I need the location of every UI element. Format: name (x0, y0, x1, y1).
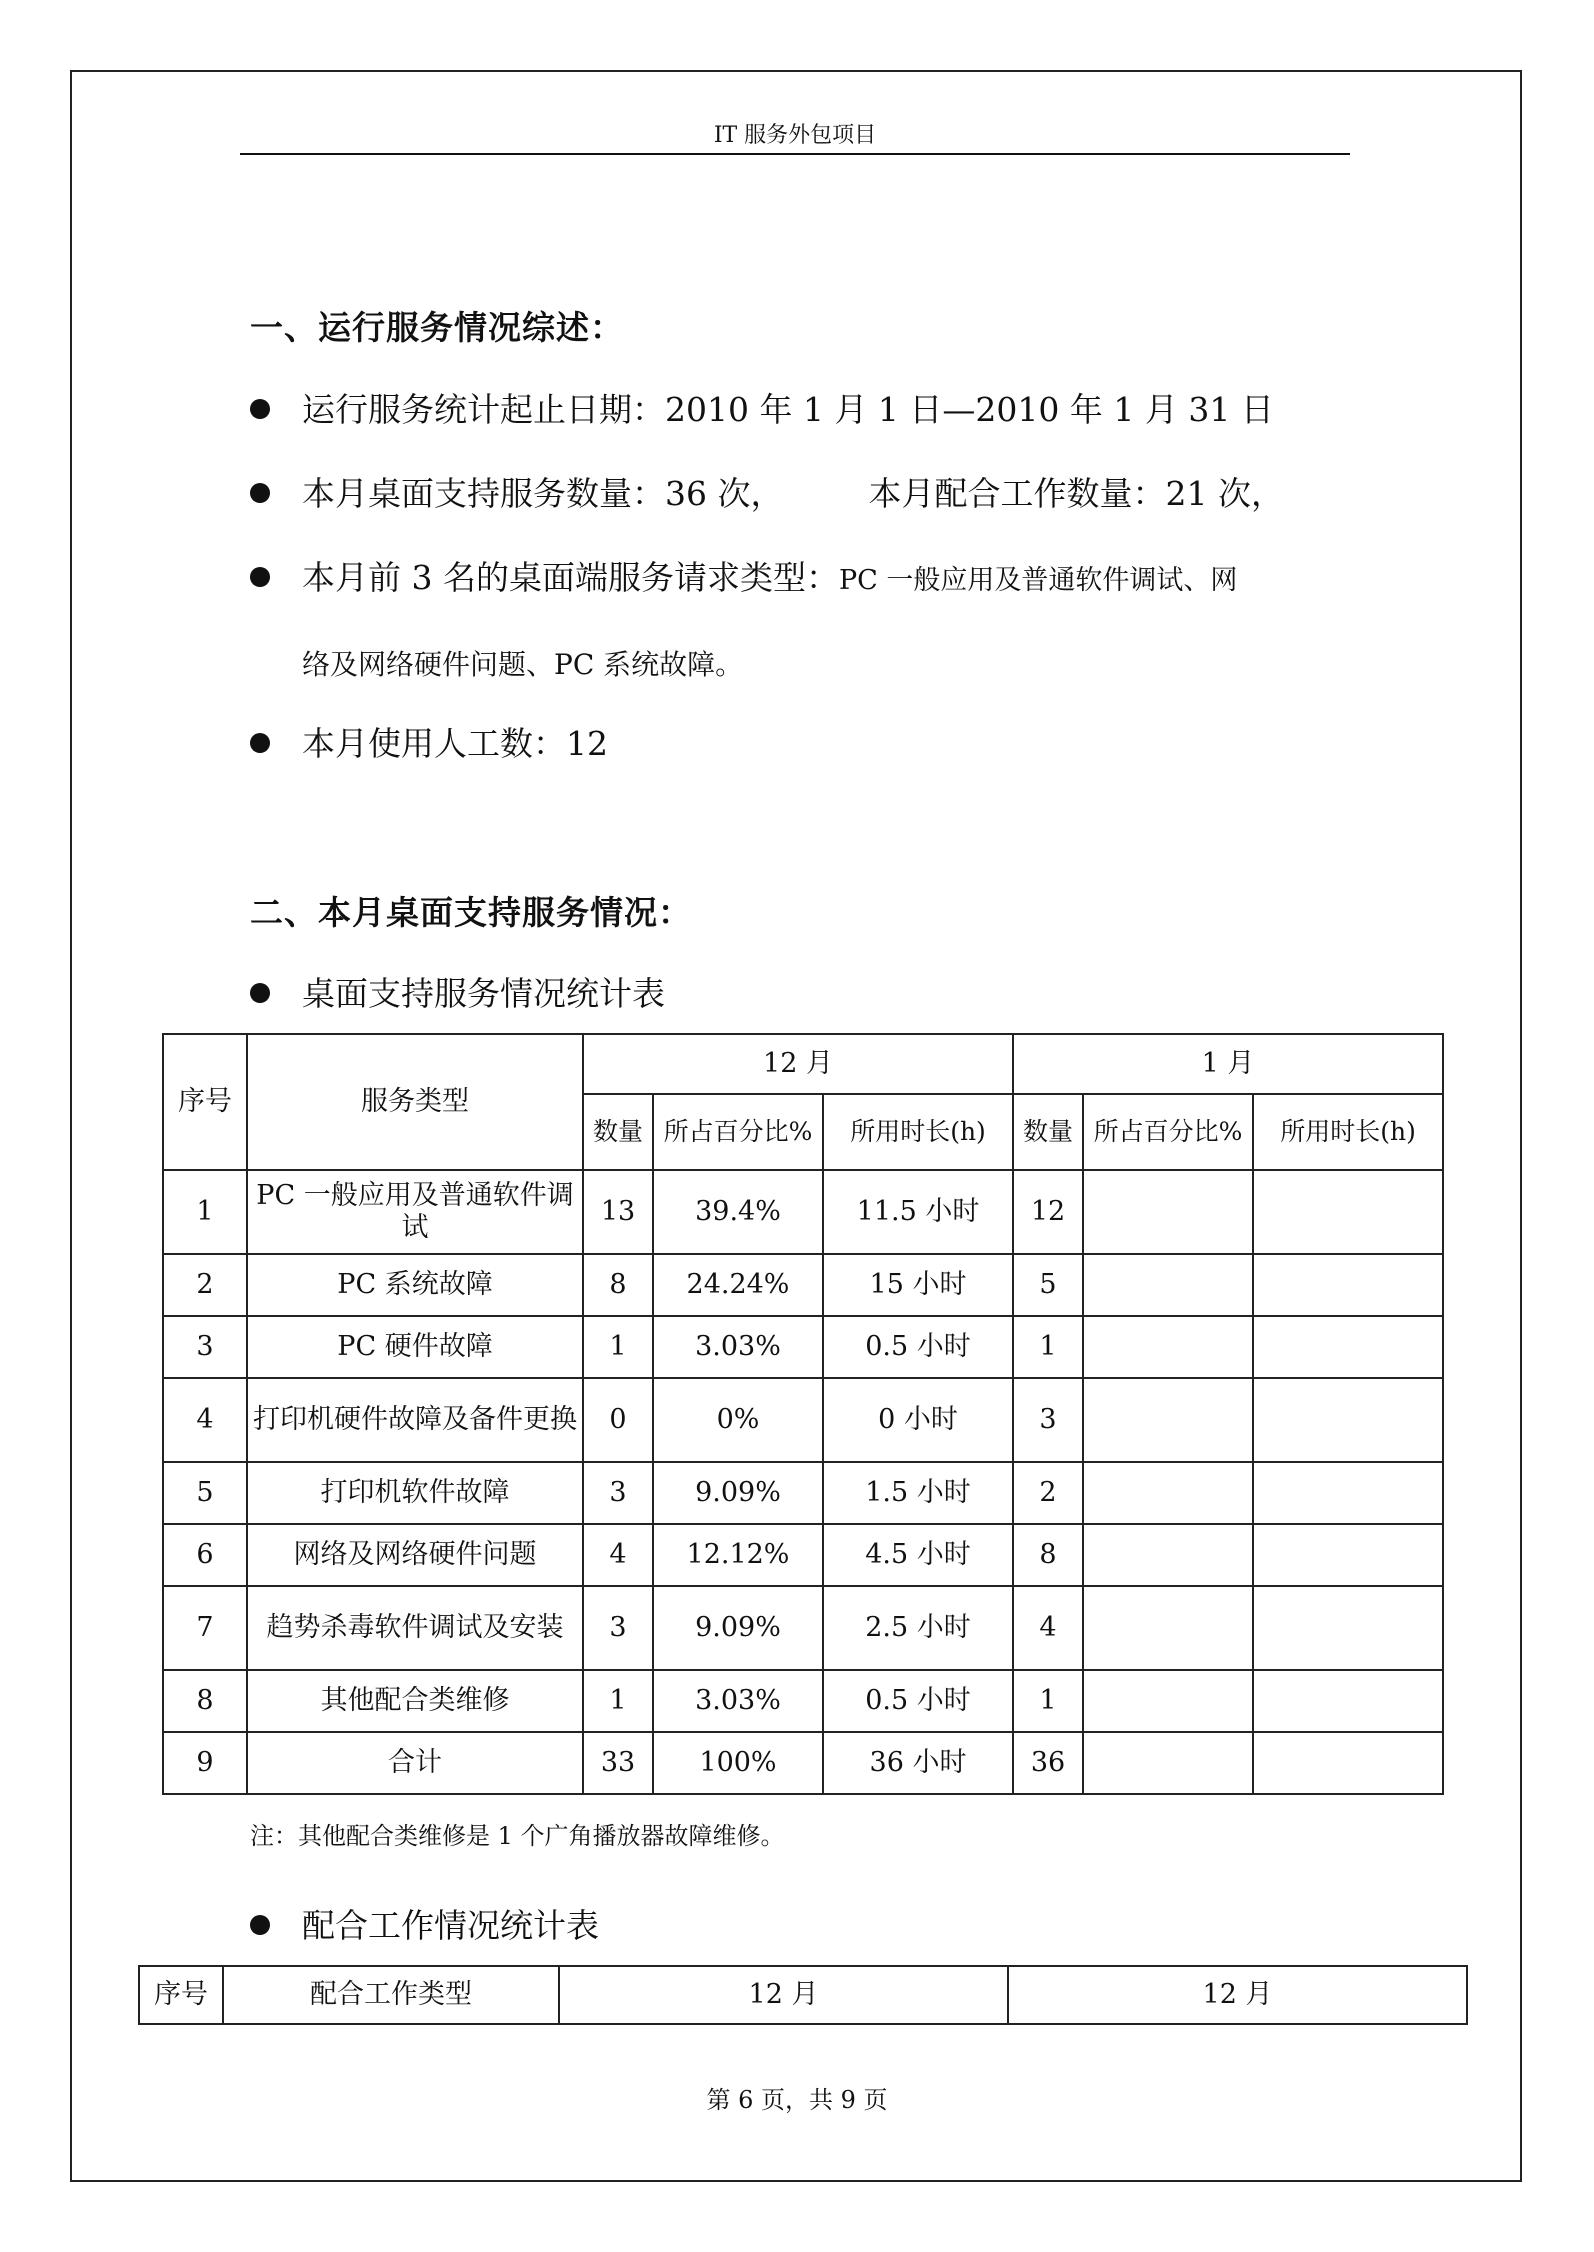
bullet-icon (250, 733, 270, 753)
t2-month-a-header: 12 月 (559, 1966, 1008, 2024)
coop-work-table (138, 1965, 1468, 2025)
table-row (163, 1254, 1443, 1316)
manpower-text: 本月使用人工数：12 (302, 724, 608, 763)
table-note: 注：其他配合类维修是 1 个广角播放器故障维修。 (250, 1822, 785, 1850)
table-row (163, 1670, 1443, 1732)
row-type: PC 系统故障 (247, 1254, 583, 1316)
page-footer: 第 6 页，共 9 页 (706, 2086, 888, 2114)
row-pct-a: 3.03% (653, 1670, 823, 1732)
row-count-b: 1 (1013, 1316, 1083, 1378)
row-pct-b (1083, 1170, 1253, 1254)
row-seq: 8 (163, 1670, 247, 1732)
top3-line1: 本月前 3 名的桌面端服务请求类型： (302, 558, 839, 597)
row-hours-b (1253, 1462, 1443, 1524)
bullet-icon (250, 483, 270, 503)
sub-hours-a: 所用时长(h) (823, 1094, 1013, 1170)
row-hours-b (1253, 1378, 1443, 1462)
row-count-a: 1 (583, 1670, 653, 1732)
row-seq: 9 (163, 1732, 247, 1794)
running-header: IT 服务外包项目 (713, 123, 877, 148)
row-pct-b (1083, 1586, 1253, 1670)
table1-title: 桌面支持服务情况统计表 (302, 974, 665, 1013)
period-text: 运行服务统计起止日期：2010 年 1 月 1 日—2010 年 1 月 31 日 (302, 390, 1274, 429)
sub-pct-a: 所占百分比% (653, 1094, 823, 1170)
row-hours-b (1253, 1524, 1443, 1586)
row-pct-b (1083, 1670, 1253, 1732)
row-seq: 3 (163, 1316, 247, 1378)
row-hours-a: 0.5 小时 (823, 1316, 1013, 1378)
row-count-b: 36 (1013, 1732, 1083, 1794)
row-count-a: 13 (583, 1170, 653, 1254)
row-hours-a: 0.5 小时 (823, 1670, 1013, 1732)
row-seq: 2 (163, 1254, 247, 1316)
section1-heading: 一、运行服务情况综述： (250, 308, 624, 347)
row-type: 趋势杀毒软件调试及安装 (247, 1586, 583, 1670)
row-type: PC 硬件故障 (247, 1316, 583, 1378)
row-pct-b (1083, 1524, 1253, 1586)
row-count-a: 3 (583, 1586, 653, 1670)
table-row (163, 1462, 1443, 1524)
table2-header-row (139, 1966, 1467, 2024)
row-pct-a: 39.4% (653, 1170, 823, 1254)
row-count-a: 8 (583, 1254, 653, 1316)
row-count-a: 1 (583, 1316, 653, 1378)
row-seq: 7 (163, 1586, 247, 1670)
top3-item (250, 552, 1237, 599)
row-type: 网络及网络硬件问题 (247, 1524, 583, 1586)
row-hours-a: 11.5 小时 (823, 1170, 1013, 1254)
t2-col-seq-header: 序号 (139, 1966, 223, 2024)
row-type: 打印机软件故障 (247, 1462, 583, 1524)
row-hours-b (1253, 1254, 1443, 1316)
sub-count-a: 数量 (583, 1094, 653, 1170)
row-count-b: 8 (1013, 1524, 1083, 1586)
col-seq-header: 序号 (163, 1034, 247, 1170)
row-count-b: 12 (1013, 1170, 1083, 1254)
row-pct-a: 0% (653, 1378, 823, 1462)
row-count-b: 5 (1013, 1254, 1083, 1316)
month-b-header: 1 月 (1013, 1034, 1443, 1094)
row-hours-b (1253, 1316, 1443, 1378)
row-pct-a: 9.09% (653, 1586, 823, 1670)
row-seq: 4 (163, 1378, 247, 1462)
row-hours-a: 0 小时 (823, 1378, 1013, 1462)
month-a-header: 12 月 (583, 1034, 1013, 1094)
table2-title-item (250, 1900, 599, 1947)
row-count-b: 1 (1013, 1670, 1083, 1732)
row-pct-b (1083, 1378, 1253, 1462)
row-count-b: 2 (1013, 1462, 1083, 1524)
row-type: 合计 (247, 1732, 583, 1794)
row-seq: 1 (163, 1170, 247, 1254)
row-count-a: 33 (583, 1732, 653, 1794)
row-pct-a: 3.03% (653, 1316, 823, 1378)
count-item (250, 468, 1284, 515)
row-pct-a: 9.09% (653, 1462, 823, 1524)
row-hours-b (1253, 1670, 1443, 1732)
top3-line1-tail: PC 一般应用及普通软件调试、网 (838, 565, 1238, 596)
table-row (163, 1378, 1443, 1462)
table-header-row (163, 1034, 1443, 1094)
t2-col-type-header: 配合工作类型 (223, 1966, 559, 2024)
table-body (163, 1170, 1443, 1794)
row-type: PC 一般应用及普通软件调试 (247, 1170, 583, 1254)
period-item (250, 384, 1274, 431)
row-type: 打印机硬件故障及备件更换 (247, 1378, 583, 1462)
row-hours-a: 1.5 小时 (823, 1462, 1013, 1524)
table-row (163, 1316, 1443, 1378)
row-type: 其他配合类维修 (247, 1670, 583, 1732)
table1-title-item (250, 968, 665, 1015)
row-pct-a: 12.12% (653, 1524, 823, 1586)
row-count-a: 3 (583, 1462, 653, 1524)
table-row (163, 1170, 1443, 1254)
table2-title: 配合工作情况统计表 (302, 1906, 599, 1945)
row-pct-a: 100% (653, 1732, 823, 1794)
row-hours-a: 2.5 小时 (823, 1586, 1013, 1670)
row-hours-b (1253, 1586, 1443, 1670)
sub-hours-b: 所用时长(h) (1253, 1094, 1443, 1170)
row-pct-b (1083, 1732, 1253, 1794)
col-type-header: 服务类型 (247, 1034, 583, 1170)
row-count-a: 4 (583, 1524, 653, 1586)
bullet-icon (250, 983, 270, 1003)
row-count-a: 0 (583, 1378, 653, 1462)
bullet-icon (250, 567, 270, 587)
desktop-support-table (162, 1033, 1444, 1795)
row-count-b: 4 (1013, 1586, 1083, 1670)
header-rule (240, 153, 1350, 155)
row-pct-b (1083, 1254, 1253, 1316)
desktop-count-text: 本月桌面支持服务数量：36 次， (302, 474, 784, 513)
sub-pct-b: 所占百分比% (1083, 1094, 1253, 1170)
bullet-icon (250, 399, 270, 419)
table-row (163, 1732, 1443, 1794)
table-row (163, 1524, 1443, 1586)
row-hours-a: 15 小时 (823, 1254, 1013, 1316)
bullet-icon (250, 1915, 270, 1935)
row-count-b: 3 (1013, 1378, 1083, 1462)
row-pct-b (1083, 1462, 1253, 1524)
table-row (163, 1586, 1443, 1670)
row-hours-a: 4.5 小时 (823, 1524, 1013, 1586)
row-hours-b (1253, 1170, 1443, 1254)
row-hours-b (1253, 1732, 1443, 1794)
sub-count-b: 数量 (1013, 1094, 1083, 1170)
row-pct-b (1083, 1316, 1253, 1378)
row-seq: 6 (163, 1524, 247, 1586)
row-seq: 5 (163, 1462, 247, 1524)
section2-heading: 二、本月桌面支持服务情况： (250, 893, 692, 932)
t2-month-b-header: 12 月 (1008, 1966, 1467, 2024)
manpower-item (250, 718, 608, 765)
top3-line2: 络及网络硬件问题、PC 系统故障。 (302, 648, 744, 681)
coop-count-text: 本月配合工作数量：21 次， (868, 474, 1284, 513)
row-pct-a: 24.24% (653, 1254, 823, 1316)
row-hours-a: 36 小时 (823, 1732, 1013, 1794)
